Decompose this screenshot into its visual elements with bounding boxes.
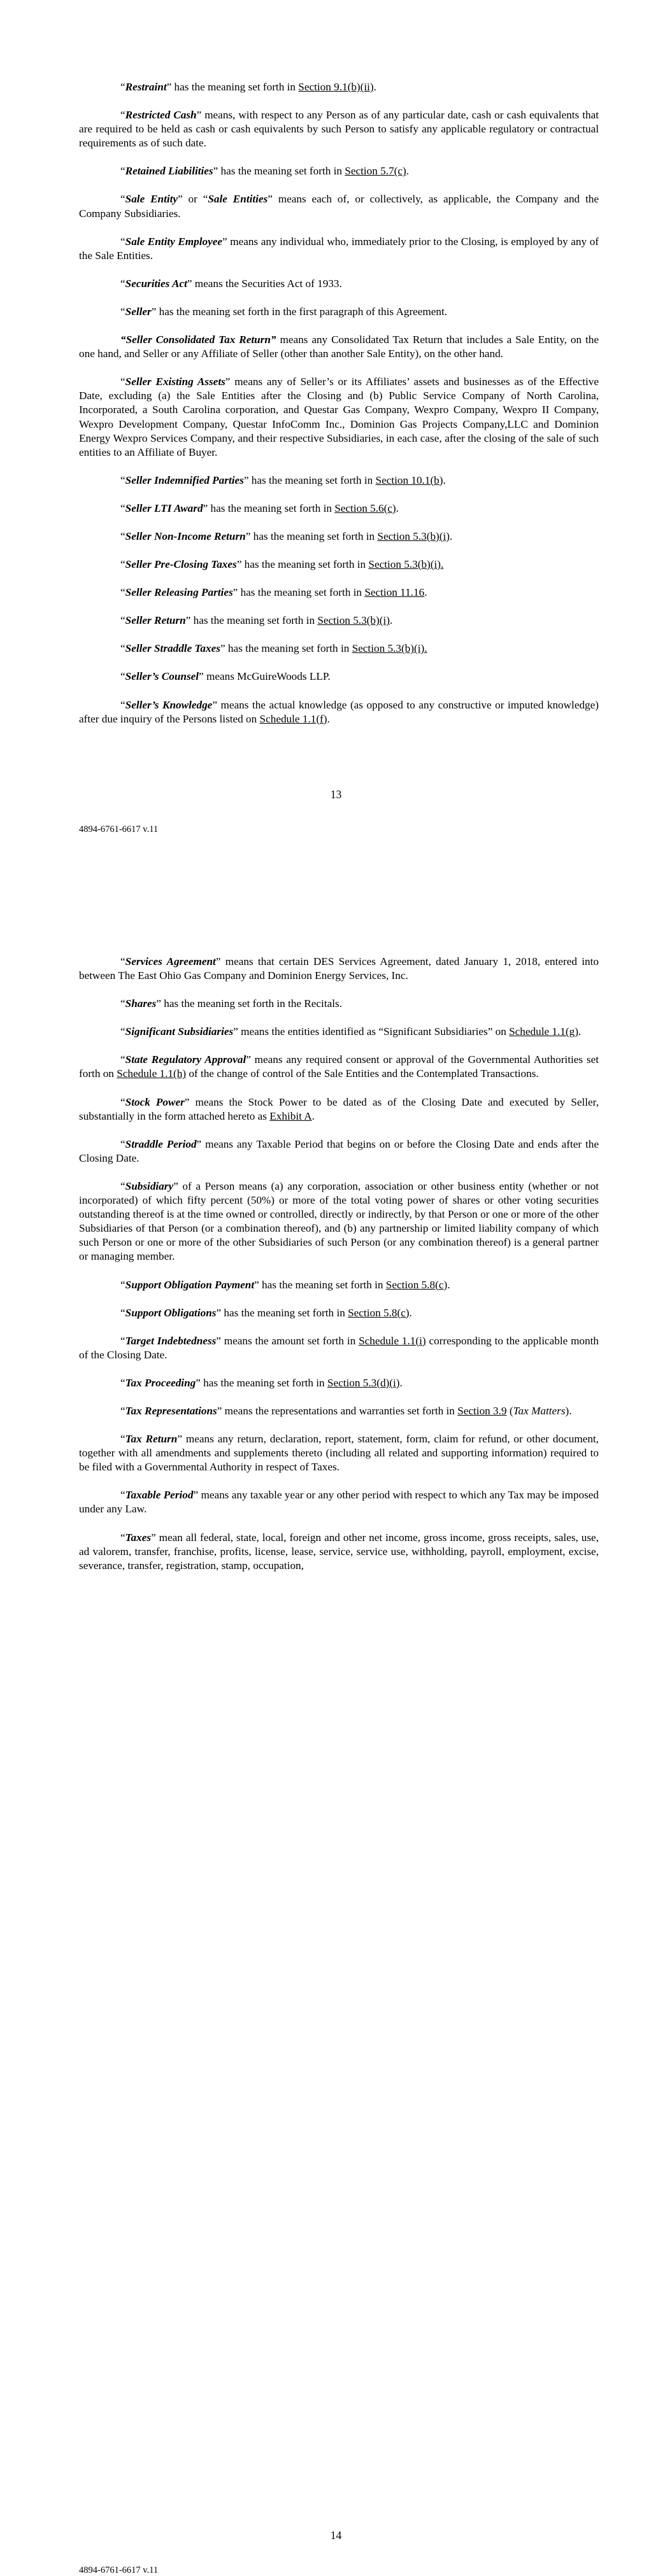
definition-paragraph [79, 502, 599, 516]
defined-term: Target Indebtedness [125, 1334, 217, 1347]
definition-text: ” has the meaning set forth in [254, 1278, 386, 1291]
definition-text: ” has the meaning set forth in [213, 165, 345, 178]
defined-term: Tax Representations [125, 1404, 217, 1417]
definition-text: . [389, 614, 393, 627]
defined-term: Seller Indemnified Parties [125, 474, 244, 486]
definition-text: ” means the amount set forth in [216, 1334, 359, 1347]
definition-paragraph [79, 642, 599, 656]
definition-text: . [399, 1376, 403, 1389]
definition-paragraph [79, 530, 599, 544]
cross-reference: Section 5.7(c) [345, 165, 406, 178]
quote-open: “ [120, 193, 125, 206]
defined-term: Retained Liabilities [125, 165, 213, 178]
definition-paragraph [79, 1025, 599, 1039]
defined-term: Stock Power [125, 1095, 185, 1108]
definition-paragraph [79, 1278, 599, 1292]
definition-paragraph [79, 1306, 599, 1320]
definition-text: means any Consolidated Tax Return that includes a Sale Entity, on the one hand, and Seller or any Affiliate of Seller (other than another Sale Entity), on the other hand. [79, 334, 599, 360]
definition-paragraph [79, 698, 599, 726]
definition-text: ” means any taxable year or any other period with respect to which any Tax may be imposed under any Law. [79, 1489, 599, 1516]
definition-text: corresponding to the applicable month of the Closing Date. [79, 1334, 599, 1361]
cross-reference: Schedule 1.1(h) [117, 1067, 187, 1080]
quote-open: “ [120, 614, 125, 627]
quote-open: “ [120, 1137, 125, 1150]
quote-open: “ [120, 1376, 125, 1389]
defined-term: Sale Entity Employee [125, 235, 223, 248]
definition-text: ” means any of Seller’s or its Affiliates’ assets and businesses as of the Effective Date, excluding (a) the Sale Entities after the Closing and (b) Public Service Company of North Carolina, Incorporated, a South Carolina corporation, and Questar Gas Company, Wexpro Company, Wexpro II Company, Wexpro Development Company, Questar InfoComm Inc., Dominion Gas Projects Company,LLC and Dominion Energy Wexpro Services Company, and their respective Subsidiaries, in each case, after the closing of the sale of such entities to an Affiliate of Buyer. [79, 376, 599, 458]
quote-open: “ [120, 474, 125, 486]
definition-text: ” has the meaning set forth in [203, 502, 335, 514]
definition-paragraph [79, 192, 599, 220]
definition-text: ” has the meaning set forth in [232, 586, 365, 599]
definition-text: ” means the actual knowledge (as opposed to any constructive or imputed knowledge) after due inquiry of the Persons listed on [79, 698, 599, 725]
cross-reference: Section 5.3(b)(i). [352, 642, 427, 655]
defined-term: Restricted Cash [125, 109, 197, 122]
quote-open: “ [120, 81, 125, 93]
definition-paragraph [79, 1053, 599, 1081]
defined-term: Services Agreement [125, 955, 216, 968]
cross-reference: Section 10.1(b) [375, 474, 443, 486]
definition-text: ” has the meaning set forth in [220, 642, 352, 655]
quote-open: “ [120, 1053, 125, 1066]
quote-open: “ [120, 642, 125, 655]
definition-text: ” means the Stock Power to be dated as of the Closing Date and executed by Seller, substantially in the form attached hereto as [79, 1095, 599, 1122]
defined-term: Shares [125, 997, 157, 1010]
cross-reference: Section 5.3(b)(i) [317, 614, 390, 627]
cross-reference: Schedule 1.1(i) [359, 1334, 426, 1347]
cross-reference: Section 5.6(c) [334, 502, 396, 514]
definition-paragraph [79, 235, 599, 263]
definition-text: . [409, 1306, 412, 1319]
definition-text: . [373, 81, 376, 93]
definition-text: . [450, 530, 453, 542]
defined-term: Support Obligations [125, 1306, 217, 1319]
definition-text: of the change of control of the Sale Entities and the Contemplated Transactions. [186, 1067, 539, 1080]
quote-open: “ [120, 586, 125, 599]
defined-term: Taxable Period [125, 1489, 194, 1502]
definition-text: ” has the meaning set forth in [166, 81, 299, 93]
quote-open: “ [120, 1404, 125, 1417]
defined-term: Sale Entities [208, 193, 268, 206]
defined-term: Seller’s Counsel [125, 670, 199, 683]
definition-text: ). [565, 1404, 572, 1417]
defined-term: Seller Pre-Closing Taxes [125, 558, 237, 571]
definition-text: ” means the representations and warranties set forth in [217, 1404, 458, 1417]
definition-paragraph [79, 375, 599, 460]
quote-open: “ [120, 1025, 125, 1038]
definition-text: ” has the meaning set forth in [243, 474, 376, 486]
definition-text: ” has the meaning set forth in the Recitals. [156, 997, 342, 1010]
cross-reference: Section 11.16 [364, 586, 425, 599]
definition-text: ” has the meaning set forth in [236, 558, 369, 571]
definition-paragraph [79, 333, 599, 361]
defined-term: Seller’s Knowledge [125, 698, 213, 711]
document-id: 4894-6761-6617 v.11 [79, 2565, 159, 2575]
defined-term: Seller Non-Income Return [125, 530, 246, 542]
definition-paragraph [79, 1404, 599, 1418]
definition-text: . [311, 1109, 315, 1122]
definition-text: ” means any return, declaration, report, statement, form, claim for refund, or other document, together with all amendments and supplements thereto (including all related and supporting information) required to be filed with a Governmental Authority in respect of Taxes. [79, 1433, 599, 1474]
quote-open: “ [120, 502, 125, 514]
defined-term: Seller [125, 305, 152, 318]
defined-term: Subsidiary [125, 1179, 174, 1192]
definition-text: ” means that certain DES Services Agreement, dated January 1, 2018, entered into between The East Ohio Gas Company and Dominion Energy Services, Inc. [79, 955, 599, 982]
defined-term: Seller Return [125, 614, 186, 627]
quote-open: “ [120, 955, 125, 968]
quote-open: “ [120, 1489, 125, 1502]
cross-reference: Exhibit A [269, 1109, 312, 1122]
quote-open: “ [120, 1531, 125, 1544]
quote-open: “ [120, 698, 125, 711]
cross-reference: Schedule 1.1(f) [259, 712, 327, 725]
definitions-list [79, 80, 599, 740]
quote-open: “ [120, 1095, 125, 1108]
definition-paragraph [79, 1432, 599, 1474]
definition-paragraph [79, 1376, 599, 1390]
definition-text: ” of a Person means (a) any corporation, association or other business entity (whether or not incorporated) of which fifty percent (50%) or more of the total voting power of shares or other voting securities outstanding thereof is at the time owned or controlled, directly or indirectly, by that Person or one or more of the other Subsidiaries of that Person (or a combination thereof), and (b) any partnership or limited liability company of which such Person or one or more of the other Subsidiaries of such Person (or any combination thereof) is a general partner or managing member. [79, 1179, 599, 1263]
definition-text: ” has the meaning set forth in [216, 1306, 348, 1319]
definition-text: ( [506, 1404, 513, 1417]
quote-open: “ [120, 1306, 125, 1319]
definition-text: . [443, 474, 446, 486]
cross-reference: Schedule 1.1(g) [509, 1025, 578, 1038]
definition-text: ” has the meaning set forth in the first paragraph of this Agreement. [151, 305, 448, 318]
definition-text: ” means the entities identified as “Significant Subsidiaries” on [233, 1025, 510, 1038]
definition-text: . [396, 502, 399, 514]
definition-paragraph [79, 277, 599, 291]
cross-reference: Section 5.3(b)(i) [377, 530, 450, 542]
cross-reference: Section 5.8(c) [385, 1278, 448, 1291]
cross-reference: Section 5.3(b)(i). [368, 558, 444, 571]
quote-open: “ [120, 1179, 125, 1192]
quote-open: “ [120, 558, 125, 571]
cross-reference: Section 5.3(d)(i) [327, 1376, 400, 1389]
definitions-list [79, 955, 599, 1587]
definition-text: ” mean all federal, state, local, foreign and other net income, gross income, gross receipts, sales, use, ad valorem, transfer, franchise, profits, license, lease, service, service use, withholding, payroll, employment, excise, severance, transfer, registration, stamp, occupation, [79, 1531, 599, 1572]
defined-term: Sale Entity [125, 193, 178, 206]
definition-text: ” means any required consent or approval of the Governmental Authorities set forth on [79, 1053, 599, 1080]
quote-open: “ [120, 109, 125, 122]
definition-text: . [578, 1025, 582, 1038]
definition-paragraph [79, 1488, 599, 1516]
definition-text: . [447, 1278, 450, 1291]
cross-reference: Section 5.8(c) [348, 1306, 410, 1319]
definition-paragraph [79, 1137, 599, 1165]
definition-text: . [424, 586, 427, 599]
defined-term: Taxes [125, 1531, 152, 1544]
definition-paragraph [79, 305, 599, 319]
quote-open: “ [120, 670, 125, 683]
defined-term: Seller Straddle Taxes [125, 642, 220, 655]
definition-paragraph [79, 955, 599, 983]
defined-term: Seller Existing Assets [125, 376, 225, 388]
definition-paragraph [79, 1095, 599, 1123]
quote-open: “ [120, 376, 125, 388]
definition-text: . [406, 165, 410, 178]
quote-open: “ [120, 235, 125, 248]
defined-term: Tax Return [125, 1433, 178, 1446]
quote-open: “ [120, 997, 125, 1010]
page-number: 13 [330, 788, 342, 801]
defined-term: Tax Proceeding [125, 1376, 196, 1389]
defined-term: Seller LTI Award [125, 502, 203, 514]
page-14 [0, 869, 672, 2575]
quote-open: “ [120, 305, 125, 318]
defined-term: Straddle Period [125, 1137, 197, 1150]
definition-text: ” or “ [178, 193, 208, 206]
definition-text: ” has the meaning set forth in [245, 530, 378, 542]
definition-paragraph [79, 614, 599, 628]
definition-paragraph [79, 474, 599, 488]
quote-open: “ [120, 165, 125, 178]
defined-term: Seller Releasing Parties [125, 586, 233, 599]
quote-open: “ [120, 1334, 125, 1347]
definition-text: ” has the meaning set forth in [185, 614, 318, 627]
cross-reference: Section 3.9 [457, 1404, 507, 1417]
definition-paragraph [79, 1179, 599, 1264]
definition-text: ” has the meaning set forth in [196, 1376, 327, 1389]
definition-text: ” means, with respect to any Person as of any particular date, cash or cash equivalents that are required to be held as cash or cash equivalents by such Person to satisfy any applicable regulatory or contractual requirements as of such date. [79, 109, 599, 150]
italic-text: Tax Matters [513, 1404, 566, 1417]
defined-term: “Seller Consolidated Tax Return” [120, 334, 276, 346]
definition-paragraph [79, 1334, 599, 1362]
quote-open: “ [120, 530, 125, 542]
definition-text: . [327, 712, 330, 725]
defined-term: Support Obligation Payment [125, 1278, 255, 1291]
definition-paragraph [79, 80, 599, 94]
definition-paragraph [79, 997, 599, 1011]
definition-text: ” means each of, or collectively, as applicable, the Company and the Company Subsidiaries. [79, 193, 599, 220]
cross-reference: Section 9.1(b)(ii) [298, 81, 374, 93]
defined-term: Significant Subsidiaries [125, 1025, 234, 1038]
document-id: 4894-6761-6617 v.11 [79, 824, 159, 834]
definition-text: ” means McGuireWoods LLP. [199, 670, 331, 683]
definition-text: ” means any Taxable Period that begins on or before the Closing Date and ends after the Closing Date. [79, 1137, 599, 1164]
defined-term: Restraint [125, 81, 167, 93]
definition-paragraph [79, 164, 599, 178]
definition-text: ” means the Securities Act of 1933. [187, 277, 342, 290]
quote-open: “ [120, 277, 125, 290]
page-number: 14 [330, 2529, 342, 2542]
definition-paragraph [79, 586, 599, 600]
definition-paragraph [79, 108, 599, 150]
defined-term: Securities Act [125, 277, 187, 290]
definition-paragraph [79, 670, 599, 684]
definition-paragraph [79, 1531, 599, 1573]
quote-open: “ [120, 1433, 125, 1446]
definition-paragraph [79, 558, 599, 572]
defined-term: State Regulatory Approval [125, 1053, 247, 1066]
page-13 [0, 0, 672, 869]
quote-open: “ [120, 1278, 125, 1291]
definition-text: ” means any individual who, immediately prior to the Closing, is employed by any of the Sale Entities. [79, 235, 599, 262]
